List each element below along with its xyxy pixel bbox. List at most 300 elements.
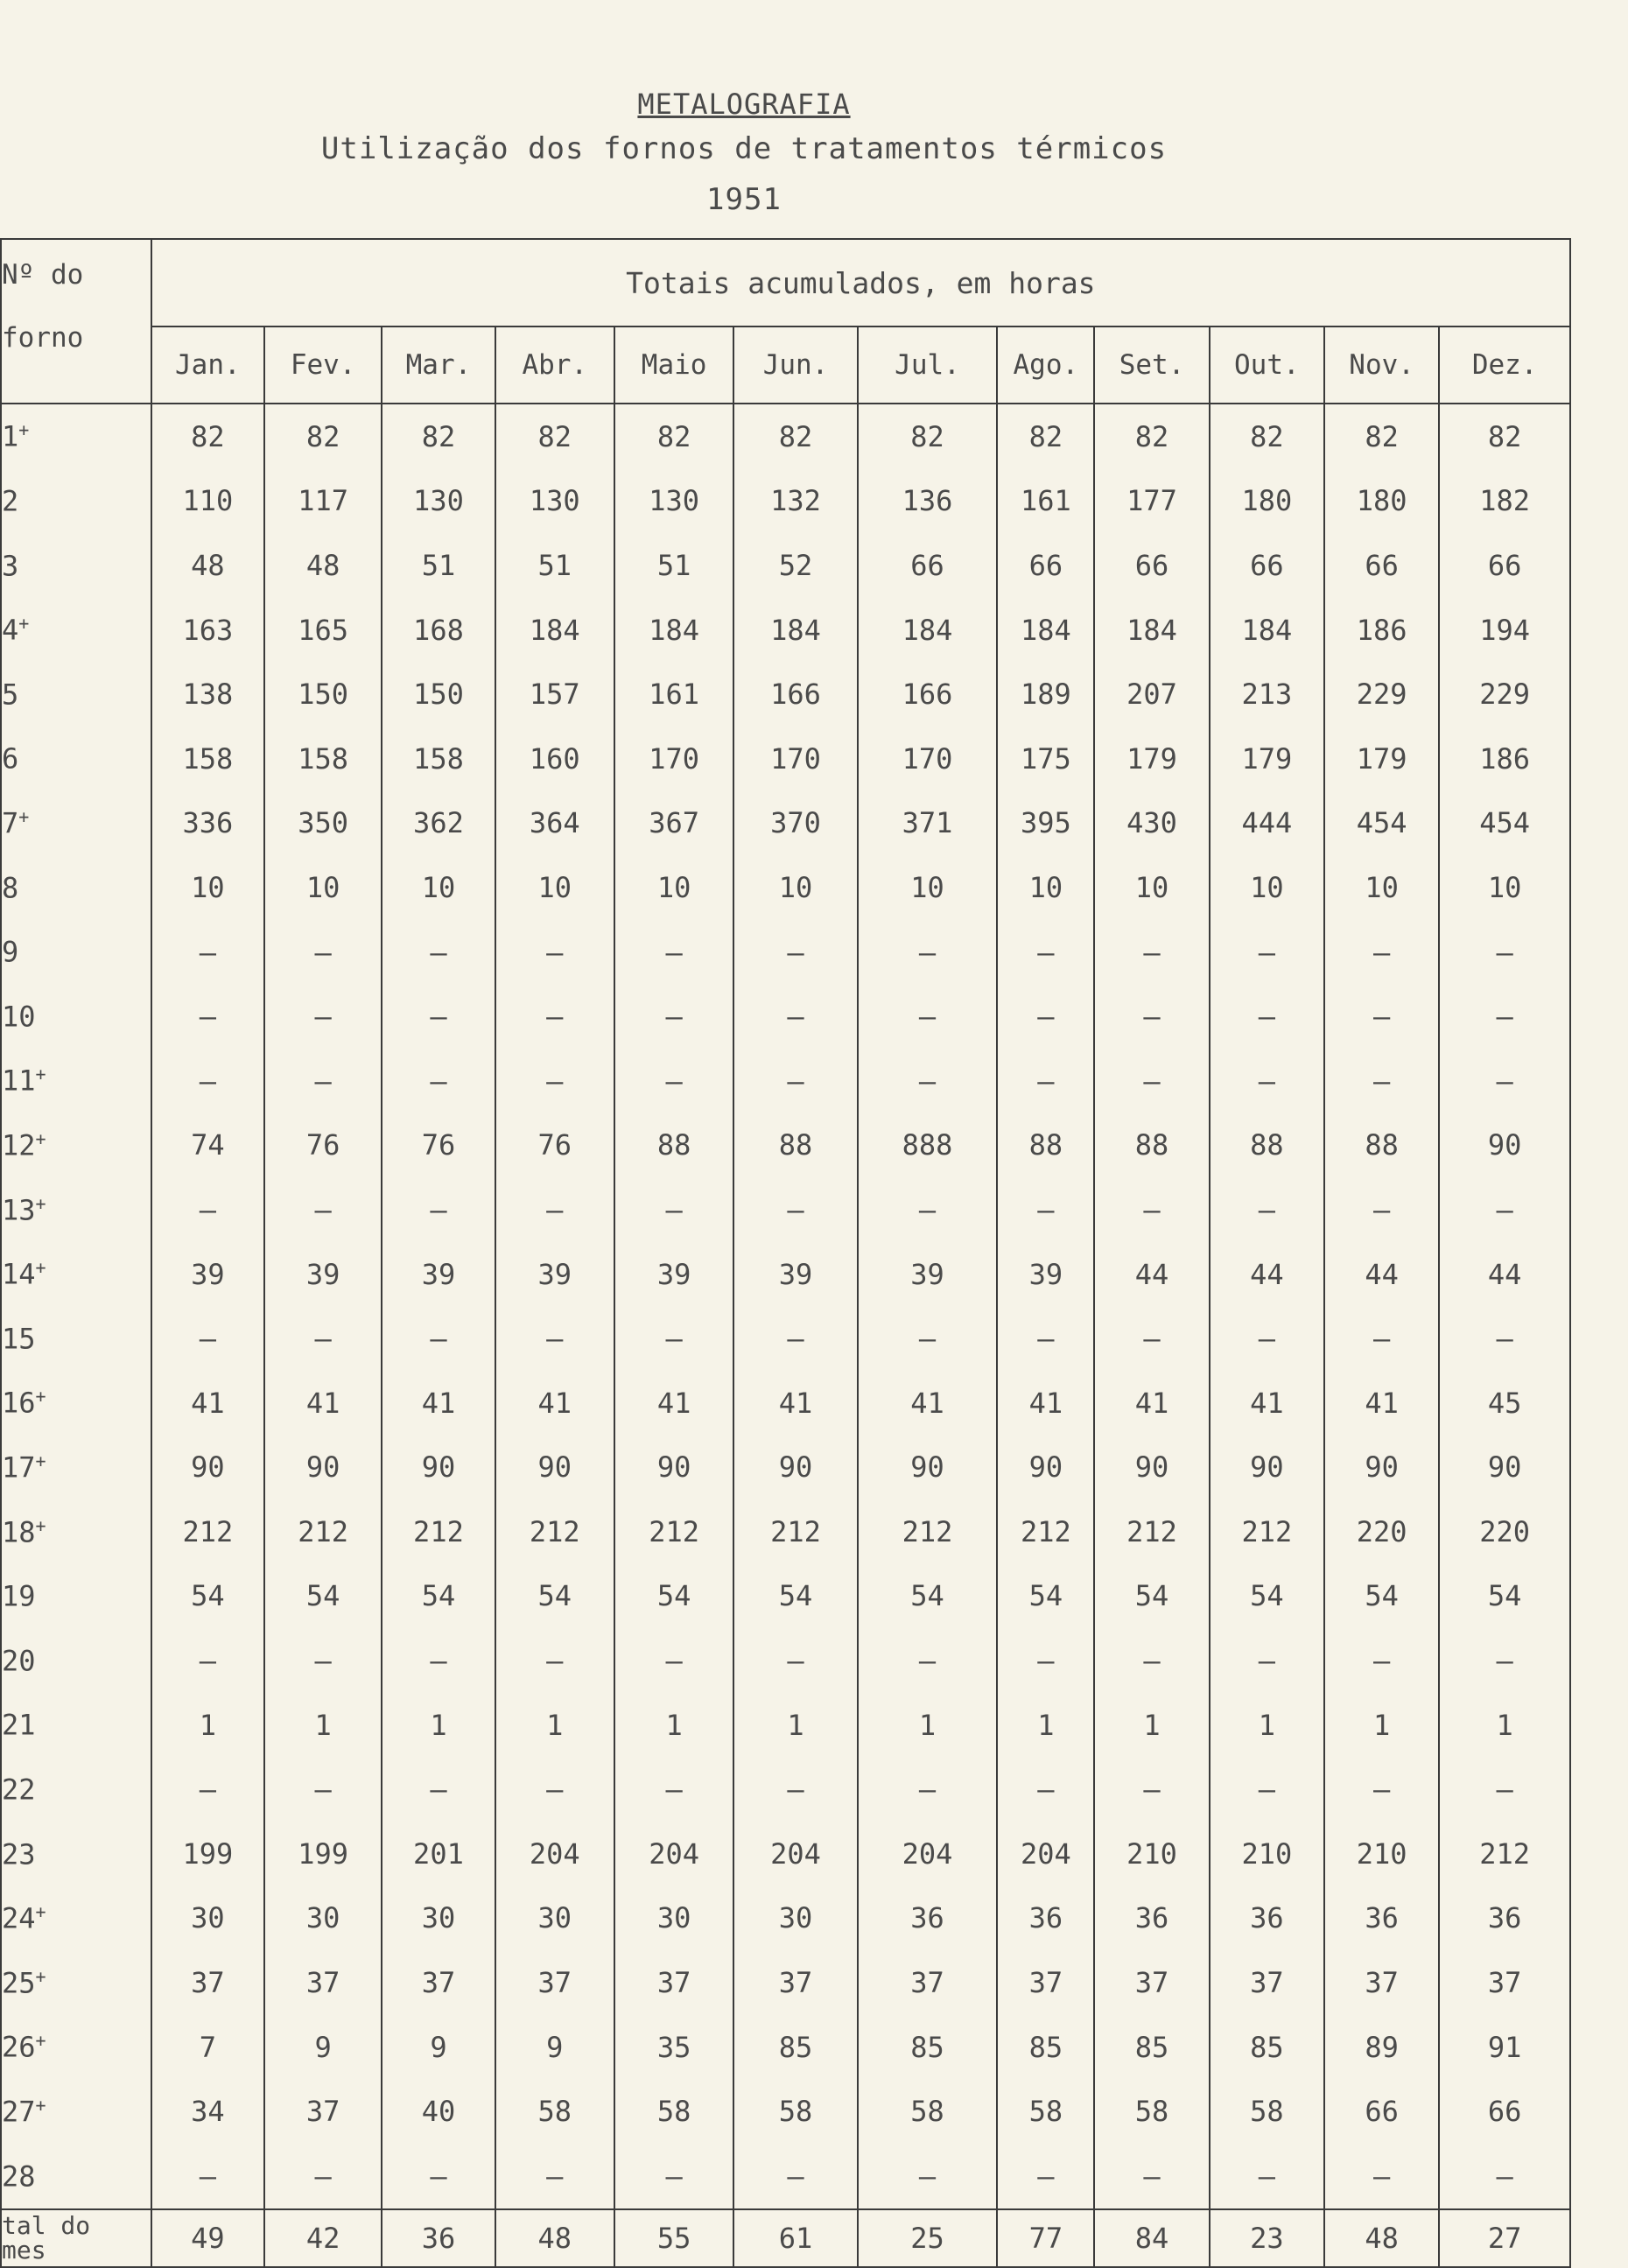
hours-cell: — (1439, 1757, 1570, 1822)
hours-cell: 90 (858, 1436, 998, 1500)
hours-cell: 90 (495, 1436, 614, 1500)
hours-cell: — (733, 2144, 857, 2209)
furnace-number (1, 1950, 151, 2015)
furnace-mark: + (35, 1450, 46, 1471)
hours-cell: 170 (614, 727, 733, 791)
hours-cell: 1 (1210, 1693, 1324, 1758)
hours-cell: 10 (1210, 855, 1324, 920)
furnace-number (1, 727, 151, 791)
hours-cell: 37 (1439, 1950, 1570, 2015)
furnace-mark: + (35, 2094, 46, 2116)
table-row (1, 920, 1570, 985)
hours-cell: 136 (858, 469, 998, 534)
table-row (1, 1886, 1570, 1951)
hours-cell: 88 (1210, 1113, 1324, 1178)
furnace-number (1, 1113, 151, 1178)
month-header: Out. (1210, 327, 1324, 404)
furnace-number (1, 1886, 151, 1951)
hours-cell: 212 (1439, 1822, 1570, 1886)
hours-cell: 54 (733, 1564, 857, 1629)
hours-cell: 220 (1324, 1499, 1439, 1564)
hours-cell: — (614, 984, 733, 1049)
furnace-id: 5 (2, 678, 19, 712)
hours-cell: — (1094, 1177, 1209, 1242)
month-header: Dez. (1439, 327, 1570, 404)
table-row (1, 2079, 1570, 2144)
hours-cell: — (264, 920, 382, 985)
hours-cell: 150 (264, 662, 382, 727)
total-label (1, 2209, 151, 2267)
hours-cell: 39 (382, 1242, 495, 1307)
hours-cell: — (1439, 1306, 1570, 1371)
hours-cell: — (614, 920, 733, 985)
furnace-mark: + (35, 2030, 46, 2052)
furnace-id: 8 (2, 871, 19, 905)
hours-cell: 204 (733, 1822, 857, 1886)
hours-cell: 186 (1439, 727, 1570, 791)
hours-cell: 90 (1094, 1436, 1209, 1500)
furnace-number (1, 469, 151, 534)
hours-cell: 210 (1210, 1822, 1324, 1886)
hours-cell: 41 (614, 1371, 733, 1436)
hours-cell: 30 (264, 1886, 382, 1951)
hours-cell: 1 (614, 1693, 733, 1758)
hours-cell: 48 (264, 533, 382, 598)
hours-cell: 90 (614, 1436, 733, 1500)
hours-cell: 39 (151, 1242, 264, 1307)
furnace-id: 25 (2, 1966, 36, 2000)
hours-cell: 1 (858, 1693, 998, 1758)
table-row (1, 1306, 1570, 1371)
hours-cell: 66 (997, 533, 1094, 598)
hours-cell: 212 (495, 1499, 614, 1564)
document-year: 1951 (706, 182, 782, 217)
hours-cell: 76 (382, 1113, 495, 1178)
hours-cell: — (614, 1306, 733, 1371)
hours-cell: 37 (151, 1950, 264, 2015)
hours-cell: 201 (382, 1822, 495, 1886)
hours-cell: 166 (733, 662, 857, 727)
furnace-id: 22 (2, 1773, 36, 1807)
hours-cell: 158 (264, 727, 382, 791)
hours-cell: 66 (858, 533, 998, 598)
hours-cell: 184 (733, 598, 857, 663)
month-header: Fev. (264, 327, 382, 404)
hours-cell: 30 (382, 1886, 495, 1951)
furnace-id: 12 (2, 1128, 36, 1162)
hours-cell: 36 (1210, 1886, 1324, 1951)
hours-cell: — (733, 920, 857, 985)
hours-cell: 51 (495, 533, 614, 598)
hours-cell: 199 (151, 1822, 264, 1886)
hours-cell: — (1439, 984, 1570, 1049)
furnace-number (1, 1499, 151, 1564)
furnace-number (1, 404, 151, 469)
hours-cell: 1 (264, 1693, 382, 1758)
hours-cell: 88 (1094, 1113, 1209, 1178)
hours-cell: 9 (264, 2015, 382, 2080)
hours-cell: — (151, 1177, 264, 1242)
hours-cell: 54 (1324, 1564, 1439, 1629)
furnace-id: 18 (2, 1515, 36, 1549)
hours-cell: 54 (495, 1564, 614, 1629)
hours-cell: 212 (151, 1499, 264, 1564)
hours-cell: — (614, 1757, 733, 1822)
hours-cell: 37 (495, 1950, 614, 2015)
hours-cell: — (733, 1306, 857, 1371)
hours-cell: — (264, 1757, 382, 1822)
hours-cell: — (858, 1049, 998, 1113)
hours-cell: — (1210, 1177, 1324, 1242)
hours-cell: 37 (1210, 1950, 1324, 2015)
hours-cell: 54 (1094, 1564, 1209, 1629)
hours-cell: 30 (495, 1886, 614, 1951)
hours-cell: — (151, 1628, 264, 1693)
table-row (1, 1436, 1570, 1500)
furnace-id: 11 (2, 1064, 36, 1099)
hours-cell: 395 (997, 791, 1094, 856)
hours-cell: — (997, 1177, 1094, 1242)
total-cell: 77 (997, 2209, 1094, 2267)
furnace-id: 13 (2, 1193, 36, 1227)
hours-cell: — (1094, 1306, 1209, 1371)
hours-cell: 212 (614, 1499, 733, 1564)
hours-cell: — (1094, 920, 1209, 985)
hours-cell: 39 (495, 1242, 614, 1307)
hours-cell: 82 (1094, 404, 1209, 469)
hours-cell: — (858, 1306, 998, 1371)
hours-cell: 204 (997, 1822, 1094, 1886)
hours-cell: — (1324, 920, 1439, 985)
furnace-number (1, 1564, 151, 1629)
furnace-id: 7 (2, 806, 19, 840)
hours-cell: — (382, 1049, 495, 1113)
hours-cell: 44 (1439, 1242, 1570, 1307)
furnace-id: 3 (2, 549, 19, 583)
hours-cell: 37 (382, 1950, 495, 2015)
hours-cell: 36 (997, 1886, 1094, 1951)
hours-cell: 184 (614, 598, 733, 663)
month-header: Jun. (733, 327, 857, 404)
hours-cell: 82 (495, 404, 614, 469)
hours-cell: 165 (264, 598, 382, 663)
hours-cell: 44 (1324, 1242, 1439, 1307)
table-row (1, 791, 1570, 856)
furnace-id: 23 (2, 1837, 36, 1871)
hours-cell: 132 (733, 469, 857, 534)
hours-cell: 85 (858, 2015, 998, 2080)
furnace-header-line2: forno (2, 322, 84, 354)
hours-cell: 36 (1439, 1886, 1570, 1951)
hours-cell: — (858, 920, 998, 985)
hours-cell: 88 (1324, 1113, 1439, 1178)
table-row (1, 1950, 1570, 2015)
document-title: METALOGRAFIA (637, 88, 851, 121)
furnace-number (1, 2144, 151, 2209)
hours-cell: 175 (997, 727, 1094, 791)
hours-cell: 350 (264, 791, 382, 856)
furnace-id: 19 (2, 1579, 36, 1613)
furnace-number (1, 1306, 151, 1371)
hours-cell: 82 (1324, 404, 1439, 469)
total-cell: 25 (858, 2209, 998, 2267)
total-cell: 27 (1439, 2209, 1570, 2267)
furnace-number (1, 598, 151, 663)
hours-cell: 10 (1439, 855, 1570, 920)
hours-cell: 10 (495, 855, 614, 920)
hours-cell: — (997, 1049, 1094, 1113)
hours-cell: — (1210, 1757, 1324, 1822)
hours-cell: — (997, 984, 1094, 1049)
hours-cell: 210 (1324, 1822, 1439, 1886)
hours-cell: — (1324, 1757, 1439, 1822)
hours-cell: 82 (733, 404, 857, 469)
furnace-id: 24 (2, 1901, 36, 1935)
hours-cell: 76 (264, 1113, 382, 1178)
hours-cell: — (264, 1306, 382, 1371)
month-header: Jan. (151, 327, 264, 404)
total-cell: 84 (1094, 2209, 1209, 2267)
table-row (1, 1693, 1570, 1758)
hours-cell: 336 (151, 791, 264, 856)
hours-cell: 54 (1439, 1564, 1570, 1629)
table-row (1, 1499, 1570, 1564)
hours-cell: 1 (495, 1693, 614, 1758)
hours-cell: 212 (997, 1499, 1094, 1564)
hours-cell: 90 (382, 1436, 495, 1500)
furnace-number (1, 533, 151, 598)
hours-cell: 37 (997, 1950, 1094, 2015)
hours-cell: — (382, 984, 495, 1049)
furnace-number-header (1, 239, 151, 404)
hours-cell: 89 (1324, 2015, 1439, 2080)
hours-cell: 9 (382, 2015, 495, 2080)
furnace-id: 9 (2, 935, 19, 969)
hours-cell: 1 (1094, 1693, 1209, 1758)
hours-cell: 362 (382, 791, 495, 856)
hours-cell: — (733, 1757, 857, 1822)
hours-cell: 41 (495, 1371, 614, 1436)
hours-cell: — (382, 1177, 495, 1242)
furnace-mark: + (18, 806, 30, 828)
hours-cell: 184 (997, 598, 1094, 663)
hours-cell: 430 (1094, 791, 1209, 856)
hours-cell: — (1210, 1049, 1324, 1113)
hours-cell: 184 (495, 598, 614, 663)
hours-cell: — (614, 2144, 733, 2209)
hours-cell: — (1210, 984, 1324, 1049)
hours-cell: 158 (382, 727, 495, 791)
hours-cell: — (997, 1306, 1094, 1371)
hours-cell: 85 (733, 2015, 857, 2080)
furnace-number (1, 662, 151, 727)
hours-cell: 160 (495, 727, 614, 791)
hours-cell: — (614, 1628, 733, 1693)
total-cell: 55 (614, 2209, 733, 2267)
hours-cell: 1 (997, 1693, 1094, 1758)
hours-cell: 1 (1439, 1693, 1570, 1758)
furnace-number (1, 855, 151, 920)
hours-cell: — (1094, 1628, 1209, 1693)
furnace-id: 10 (2, 1000, 36, 1034)
hours-cell: 37 (264, 1950, 382, 2015)
hours-cell: — (1324, 2144, 1439, 2209)
hours-cell: 194 (1439, 598, 1570, 663)
hours-cell: 212 (1210, 1499, 1324, 1564)
hours-cell: 37 (264, 2079, 382, 2144)
hours-cell: — (858, 1177, 998, 1242)
hours-cell: — (1210, 1306, 1324, 1371)
hours-cell: 54 (997, 1564, 1094, 1629)
hours-cell: 44 (1094, 1242, 1209, 1307)
hours-cell: — (264, 1049, 382, 1113)
hours-cell: 10 (382, 855, 495, 920)
hours-cell: — (1094, 2144, 1209, 2209)
furnace-mark: + (35, 1192, 46, 1214)
month-header: Maio (614, 327, 733, 404)
hours-cell: — (1439, 2144, 1570, 2209)
hours-cell: — (382, 920, 495, 985)
hours-cell: 364 (495, 791, 614, 856)
hours-cell: 44 (1210, 1242, 1324, 1307)
hours-cell: 85 (1094, 2015, 1209, 2080)
hours-cell: — (1324, 1628, 1439, 1693)
hours-cell: 130 (495, 469, 614, 534)
hours-cell: — (495, 984, 614, 1049)
table-row (1, 662, 1570, 727)
hours-cell: 90 (1210, 1436, 1324, 1500)
hours-cell: — (1094, 1049, 1209, 1113)
hours-cell: 51 (614, 533, 733, 598)
hours-cell: — (264, 2144, 382, 2209)
furnace-number (1, 1757, 151, 1822)
furnace-number (1, 1628, 151, 1693)
hours-cell: 41 (1094, 1371, 1209, 1436)
hours-cell: 454 (1439, 791, 1570, 856)
hours-cell: — (1210, 920, 1324, 985)
furnace-mark: + (35, 1514, 46, 1536)
furnace-mark: + (35, 1257, 46, 1279)
hours-cell: 170 (733, 727, 857, 791)
hours-cell: 177 (1094, 469, 1209, 534)
hours-cell: 54 (1210, 1564, 1324, 1629)
hours-cell: 184 (858, 598, 998, 663)
hours-cell: 186 (1324, 598, 1439, 663)
hours-cell: 48 (151, 533, 264, 598)
hours-cell: 82 (997, 404, 1094, 469)
hours-cell: 41 (382, 1371, 495, 1436)
hours-cell: 180 (1324, 469, 1439, 534)
hours-cell: 179 (1210, 727, 1324, 791)
hours-cell: 39 (858, 1242, 998, 1307)
hours-cell: 30 (733, 1886, 857, 1951)
hours-cell: 58 (997, 2079, 1094, 2144)
table-row (1, 404, 1570, 469)
hours-cell: 166 (858, 662, 998, 727)
hours-cell: 150 (382, 662, 495, 727)
hours-cell: 41 (733, 1371, 857, 1436)
hours-cell: 58 (1210, 2079, 1324, 2144)
table-row (1, 1371, 1570, 1436)
table-row (1, 2144, 1570, 2209)
hours-cell: 1 (382, 1693, 495, 1758)
hours-cell: — (495, 2144, 614, 2209)
hours-cell: 888 (858, 1113, 998, 1178)
hours-cell: 10 (997, 855, 1094, 920)
hours-cell: — (858, 984, 998, 1049)
hours-cell: — (495, 1628, 614, 1693)
hours-cell: 170 (858, 727, 998, 791)
hours-cell: — (264, 1628, 382, 1693)
hours-cell: 10 (858, 855, 998, 920)
hours-cell: 35 (614, 2015, 733, 2080)
hours-cell: 444 (1210, 791, 1324, 856)
hours-cell: 66 (1094, 533, 1209, 598)
hours-cell: 82 (1439, 404, 1570, 469)
table-row (1, 1822, 1570, 1886)
hours-cell: 90 (997, 1436, 1094, 1500)
hours-cell: — (614, 1049, 733, 1113)
furnace-number (1, 1822, 151, 1886)
hours-cell: 10 (1094, 855, 1209, 920)
hours-cell: — (733, 1177, 857, 1242)
hours-cell: — (1439, 1628, 1570, 1693)
hours-cell: — (1324, 1177, 1439, 1242)
hours-cell: 37 (1094, 1950, 1209, 2015)
hours-cell: 163 (151, 598, 264, 663)
hours-cell: — (858, 1628, 998, 1693)
furnace-id: 16 (2, 1387, 36, 1421)
hours-cell: 58 (858, 2079, 998, 2144)
hours-cell: 371 (858, 791, 998, 856)
furnace-mark: + (18, 419, 30, 441)
hours-cell: — (151, 1757, 264, 1822)
hours-cell: 41 (858, 1371, 998, 1436)
furnace-number (1, 1693, 151, 1758)
month-header: Jul. (858, 327, 998, 404)
hours-cell: 110 (151, 469, 264, 534)
hours-cell: 229 (1439, 662, 1570, 727)
hours-cell: 54 (264, 1564, 382, 1629)
hours-cell: — (1094, 984, 1209, 1049)
hours-cell: 30 (614, 1886, 733, 1951)
hours-cell: 30 (151, 1886, 264, 1951)
hours-cell: 51 (382, 533, 495, 598)
hours-cell: — (1094, 1757, 1209, 1822)
hours-cell: 54 (151, 1564, 264, 1629)
hours-cell: 36 (1324, 1886, 1439, 1951)
month-header: Abr. (495, 327, 614, 404)
hours-cell: 82 (382, 404, 495, 469)
furnace-number (1, 1049, 151, 1113)
accumulated-hours-header: Totais acumulados, em horas (151, 239, 1570, 327)
hours-cell: 179 (1324, 727, 1439, 791)
furnace-usage-table (0, 238, 1571, 2268)
furnace-mark: + (35, 1128, 46, 1149)
hours-cell: — (1210, 1628, 1324, 1693)
hours-cell: 37 (733, 1950, 857, 2015)
hours-cell: 82 (858, 404, 998, 469)
furnace-id: 1 (2, 420, 19, 454)
table-row (1, 727, 1570, 791)
furnace-header-line1: Nº do (2, 259, 84, 291)
hours-cell: 58 (495, 2079, 614, 2144)
total-cell: 23 (1210, 2209, 1324, 2267)
hours-cell: — (495, 1306, 614, 1371)
hours-cell: — (264, 1177, 382, 1242)
hours-cell: 90 (1439, 1436, 1570, 1500)
furnace-id: 21 (2, 1709, 36, 1742)
